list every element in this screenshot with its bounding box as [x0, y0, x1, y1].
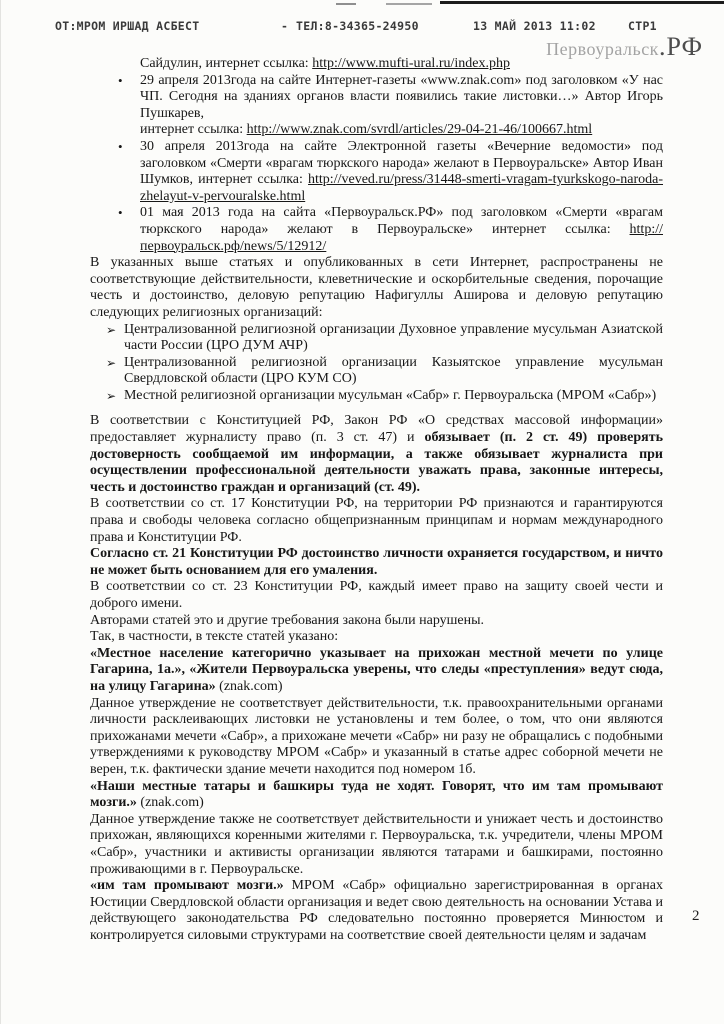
bullet-icon: •	[118, 72, 123, 88]
text-segment: (znak.com)	[136, 795, 204, 811]
bullet-item	[118, 139, 663, 205]
paragraph	[90, 255, 663, 321]
text-segment: Централизованной религиозной организации Духовное управление мусульман Азиатской части России (ЦРО ДУМ АЧР)	[124, 321, 663, 354]
scan-artifact-dash	[336, 3, 356, 5]
text-segment: 29 апреля 2013года на сайте Интернет-газеты «www.znak.com» под заголовком «У нас ЧП. Сегодня на зданиях органов власти появились такие листовки…» Автор Игорь Пушкарев,	[140, 72, 663, 121]
watermark-main: Первоуральск	[546, 39, 659, 59]
list-item-text	[124, 388, 663, 405]
bullet-item	[118, 205, 663, 255]
paragraph	[90, 878, 663, 944]
text-segment: В соответствии с Конституцией РФ, Закон РФ «О средствах массовой информации» предоставляет журналисту право (п. 3 ст. 47) и	[90, 413, 663, 446]
document-body	[0, 56, 724, 944]
text-segment: Централизованной религиозной организации Казыятское управление мусульман Свердловской области (ЦРО КУМ СО)	[124, 354, 663, 387]
text-segment: Так, в частности, в тексте статей указано:	[90, 629, 339, 645]
link-url[interactable]: http://www.mufti-ural.ru/index.php	[312, 56, 510, 71]
paragraph	[90, 496, 663, 546]
text-segment: Согласно ст. 21 Конституции РФ достоинство личности охраняется государством, и ничто не может быть основанием для его умаления.	[90, 546, 663, 578]
arrow-item	[106, 322, 663, 355]
paragraph	[90, 812, 663, 878]
text-segment: В указанных выше статьях и опубликованных в сети Интернет, распространены не соответствующие действительности, клеветнические и оскорбительные сведения, порочащие честь и достоинство, деловую репутацию Нафигуллы Аширова и деловую репутацию следующих религиозных организаций:	[90, 255, 663, 320]
text-segment: 30 апреля 2013года на сайте Электронной газеты «Вечерние ведомости» под заголовком «Смерти «врагам тюркского народа» желают в Первоуральске» Автор Иван Шумков, интернет ссылка:	[140, 138, 663, 188]
scan-artifact-dash	[386, 3, 432, 5]
fax-page-label: СТР1	[628, 19, 657, 33]
text-segment: Местной религиозной организации мусульман «Сабр» г. Первоуральска (МРОМ «Сабр»)	[124, 387, 657, 403]
text-segment: Данное утверждение также не соответствует действительности и унижает честь и достоинство прихожан, являющихся коренными жителями г. Первоуральска, т.к. учредители, члены МРОМ «Сабр», участники и активисты организации являются татарами и башкирами, постоянно проживающими в г. Первоуральске.	[90, 811, 663, 877]
fax-phone: ТЕЛ:8-34365-24950	[296, 19, 419, 33]
text-segment: «Наши местные татары и башкиры туда не ходят. Говорят, что им там промывают мозги.»	[90, 778, 663, 811]
paragraph	[90, 629, 663, 646]
paragraph	[90, 696, 663, 779]
text-segment: обязывает (п. 2 ст. 49) проверять достоверность сообщаемой им информации, а также обязывает журналиста при осуществлении профессиональной деятельности уважать права, законные интересы, честь и достоинство граждан и организаций (ст. 49).	[90, 430, 663, 495]
text-segment: «Местное население категорично указывает на прихожан местной мечети по улице Гагарина, 1а.», «Жители Первоуральска уверены, что следы «преступления» ведут сюда, на улицу Гагарина»	[90, 645, 663, 694]
link-url[interactable]: http://veved.ru/press/31448-smerti-vragam-tyurkskogo-naroda-zhelayut-v-pervouralske.html	[140, 172, 663, 204]
text-segment: (znak.com)	[215, 678, 283, 694]
arrow-icon: ➢	[106, 388, 117, 403]
paragraph	[90, 613, 663, 630]
list-item-text	[124, 322, 663, 355]
link-url[interactable]: http://www.znak.com/svrdl/articles/29-04-21-46/100667.html	[246, 122, 593, 138]
text-segment: Данное утверждение не соответствует действительности, т.к. правоохранительными органами личности расклеивающих листовки не установлены и тем более, о том, что они являются прихожанами мечети «Сабр», а прихожане мечети «Сабр» ни разу не обращались с подобными утверждениями к руководству МРОМ «Сабр» и указанный в статье адрес соборной мечети не верен, т.к. фактически здание мечети находится под номером 1б.	[90, 695, 663, 777]
arrow-icon: ➢	[106, 322, 117, 337]
fax-sender: ОТ:МРОМ ИРШАД АСБЕСТ	[55, 19, 200, 33]
text-segment: В соответствии со ст. 23 Конституции РФ, каждый имеет право на защиту своей чести и доброго имени.	[90, 579, 663, 611]
text-segment: МРОМ «Сабр» официально зарегистрированная в органах Юстиции Свердловской области организация и ведет свою деятельность на основании Устава и действующего законодательства РФ следовательно постоянно проверяется Минюстом и контролируется силовыми структурами на соответствие своей деятельности целям и задачам	[90, 878, 663, 943]
spacer	[0, 404, 724, 413]
arrow-item	[106, 355, 663, 388]
text-segment: «им там промывают мозги.»	[90, 878, 284, 894]
watermark-suffix: .РФ	[658, 32, 703, 61]
text-segment: 01 мая 2013 года на сайта «Первоуральск.РФ» под заголовком «Смерти «врагам тюркского народа» желают в Первоуральске» интернет ссылка:	[140, 205, 663, 237]
text-segment: В соответствии со ст. 17 Конституции РФ, на территории РФ признаются и гарантируются права и свободы человека согласно общепризнанным принципам и нормам международного права и Конституции РФ.	[90, 496, 663, 545]
text-segment: Сайдулин, интернет ссылка:	[140, 56, 313, 71]
text-segment: Авторами статей это и другие требования закона были нарушены.	[90, 612, 485, 628]
scan-artifact-line	[440, 1, 724, 4]
arrow-icon: ➢	[106, 355, 117, 370]
paragraph	[90, 779, 663, 812]
paragraph	[90, 413, 663, 496]
paragraph	[90, 646, 663, 696]
text-line	[140, 56, 663, 73]
fax-datetime: 13 МАЙ 2013 11:02	[473, 19, 596, 33]
page-number: 2	[692, 908, 700, 924]
list-item-text	[124, 355, 663, 388]
bullet-icon: •	[118, 138, 123, 154]
paragraph	[90, 546, 663, 579]
link-url[interactable]: http://первоуральск.рф/news/5/12912/	[140, 221, 663, 254]
paragraph	[90, 579, 663, 612]
bullet-item	[118, 73, 663, 139]
fax-dash: -	[281, 19, 289, 33]
bullet-icon: •	[118, 205, 123, 221]
list-item-text	[140, 139, 663, 205]
text-segment: интернет ссылка:	[140, 122, 247, 138]
list-item-text	[140, 205, 663, 255]
list-item-text	[140, 73, 663, 139]
arrow-item	[106, 388, 663, 405]
